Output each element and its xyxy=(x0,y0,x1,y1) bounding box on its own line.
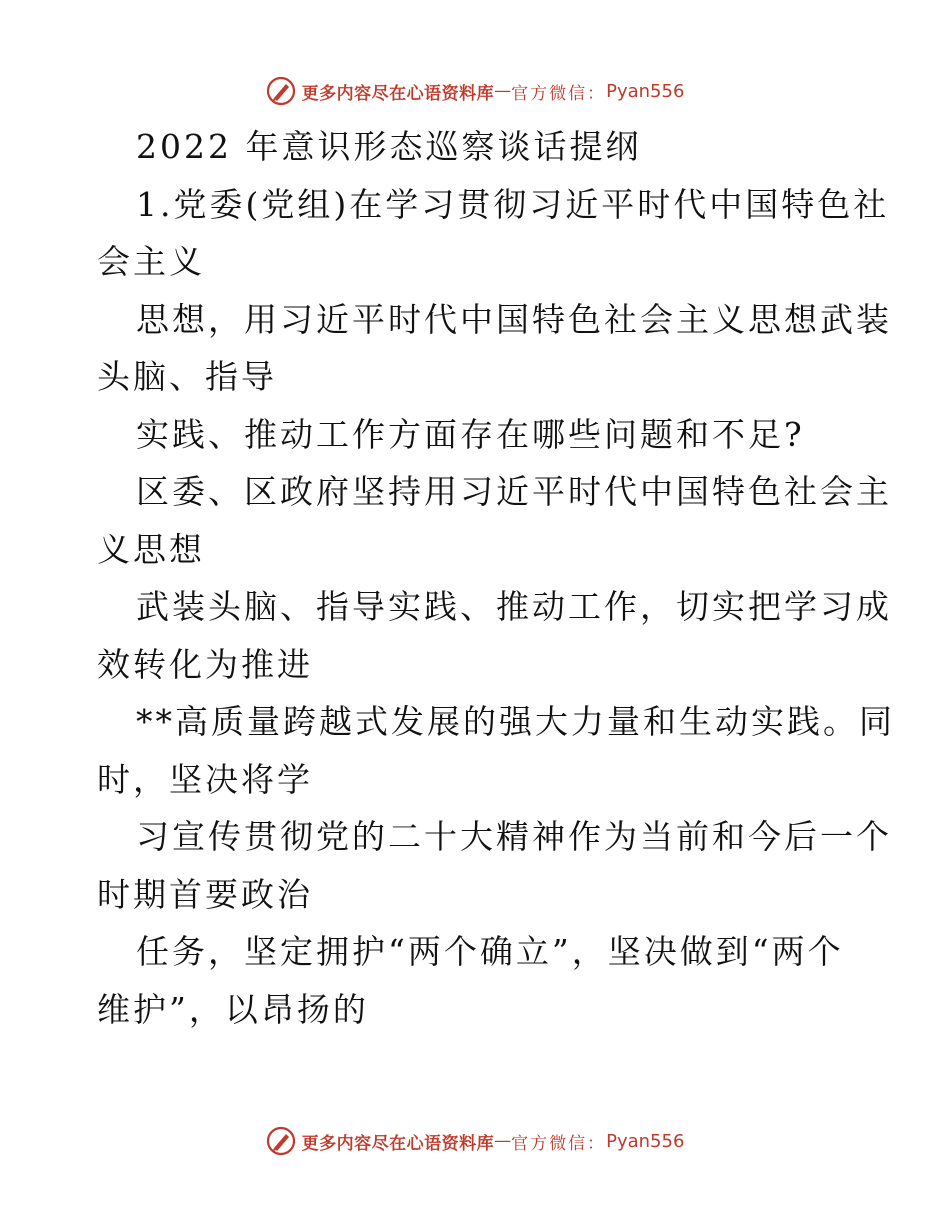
text-line: 时期首要政治 xyxy=(97,874,313,914)
text-line: 维护”，以昂扬的 xyxy=(97,989,369,1029)
document-body xyxy=(97,118,895,1038)
text-line: 时，坚决将学 xyxy=(97,759,313,799)
text-line: **高质量跨越式发展的强大力量和生动实践。同 xyxy=(136,702,895,741)
pen-logo-icon xyxy=(266,1126,296,1156)
watermark-main-text: 更多内容尽在心语资料库 xyxy=(301,83,495,104)
text-line: 头脑、指导 xyxy=(97,357,277,396)
watermark-wechat-id: Pyan556 xyxy=(606,80,685,102)
footer-watermark xyxy=(0,1124,950,1158)
document-title: 2022 年意识形态巡察谈话提纲 xyxy=(136,127,642,166)
text-line: 区委、区政府坚持用习近平时代中国特色社会主 xyxy=(136,472,892,511)
watermark-wechat-id: Pyan556 xyxy=(606,1130,685,1152)
watermark-separator: — xyxy=(494,1131,512,1151)
text-line: 1.党委(党组)在学习贯彻习近平时代中国特色社 xyxy=(136,184,890,224)
watermark-separator: — xyxy=(494,81,512,101)
text-line: 会主义 xyxy=(97,242,205,281)
text-line: 任务，坚定拥护“两个确立”，坚决做到“两个 xyxy=(136,932,844,971)
watermark-sub-text: 官方微信： xyxy=(511,1133,607,1154)
watermark-sub-text: 官方微信： xyxy=(511,83,607,104)
text-line: 义思想 xyxy=(97,529,205,569)
text-line: 效转化为推进 xyxy=(97,644,313,684)
text-line: 武装头脑、指导实践、推动工作，切实把学习成 xyxy=(136,587,892,626)
text-line: 习宣传贯彻党的二十大精神作为当前和今后一个 xyxy=(136,817,892,856)
watermark-main-text: 更多内容尽在心语资料库 xyxy=(301,1133,495,1154)
pen-logo-icon xyxy=(266,76,296,106)
text-line: 思想，用习近平时代中国特色社会主义思想武装 xyxy=(136,299,892,339)
header-watermark xyxy=(0,74,950,108)
text-line: 实践、推动工作方面存在哪些问题和不足? xyxy=(136,414,805,454)
